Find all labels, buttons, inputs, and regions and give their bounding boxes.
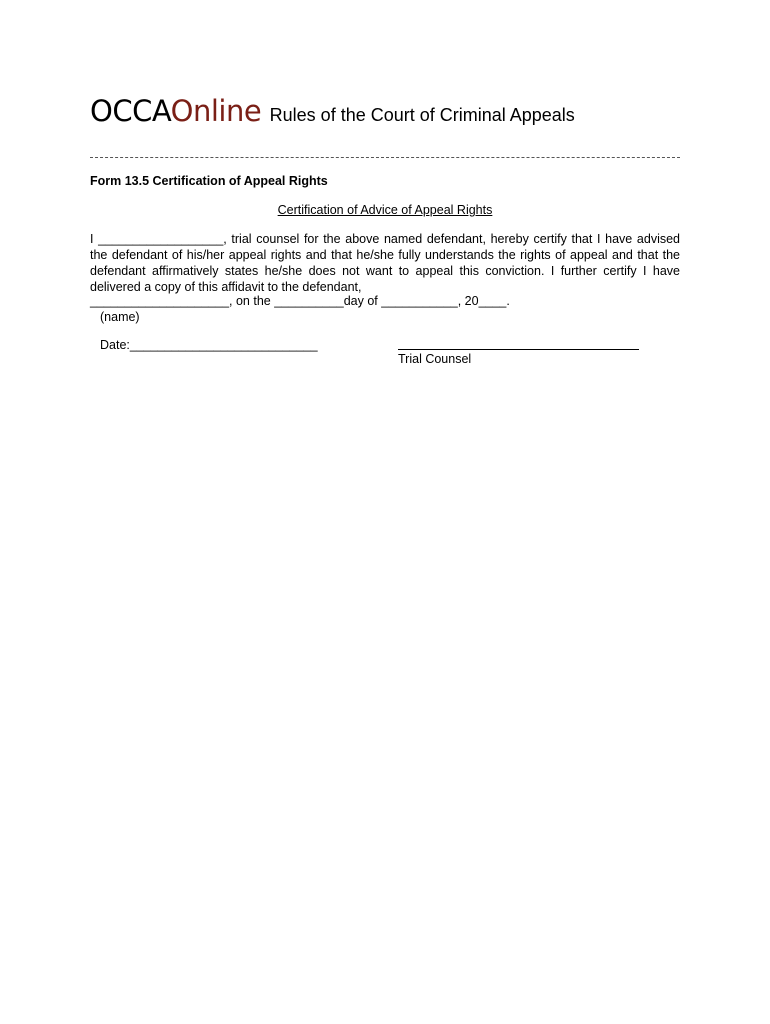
date-field-label: Date:___________________________ <box>100 338 318 352</box>
name-label: (name) <box>100 310 140 324</box>
document-header <box>90 94 575 128</box>
delivery-date-line: ____________________, on the __________day of ___________, 20____. <box>90 294 510 308</box>
certification-paragraph: I __________________, trial counsel for the above named defendant, hereby certify that I have advised the defendant of his/her appeal rights and that he/she fully understands the rights of appeal and that the defendant affirmatively states he/she does not want to appeal this conviction. I further certify I have delivered a copy of this affidavit to the defendant, <box>90 232 680 294</box>
header-divider <box>90 157 680 158</box>
logo-online-text: Online <box>170 94 262 128</box>
logo-occa-text: OCCA <box>90 94 171 128</box>
certification-heading: Certification of Advice of Appeal Rights <box>277 203 493 217</box>
header-subtitle: Rules of the Court of Criminal Appeals <box>269 105 575 125</box>
signature-label: Trial Counsel <box>398 352 472 366</box>
signature-line <box>398 349 639 350</box>
form-title: Form 13.5 Certification of Appeal Rights <box>90 174 328 188</box>
